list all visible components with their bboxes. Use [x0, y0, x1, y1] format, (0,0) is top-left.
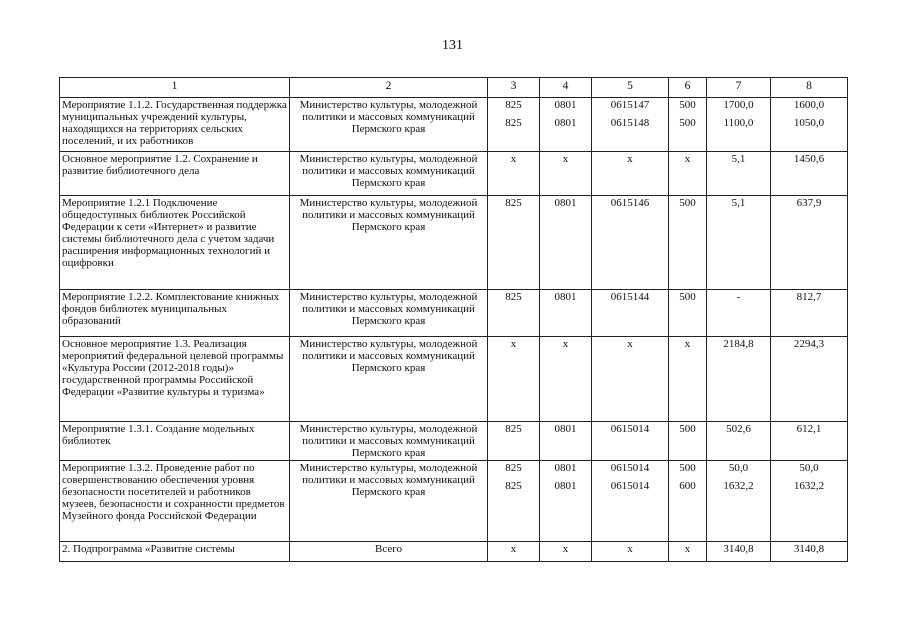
column-header: 3: [488, 78, 540, 98]
code-cell: x: [540, 152, 592, 196]
table-row: [60, 290, 848, 337]
responsible-agency: Министерство культуры, молодежной политики и массовых коммуникаций Пермского края: [290, 98, 488, 152]
code-cell: 825 825: [488, 98, 540, 152]
amount-cell: 50,0 1632,2: [707, 461, 771, 542]
responsible-agency: Министерство культуры, молодежной политики и массовых коммуникаций Пермского края: [290, 196, 488, 290]
code-cell: 500: [669, 196, 707, 290]
amount-cell: -: [707, 290, 771, 337]
column-header: 6: [669, 78, 707, 98]
activity-name: Мероприятие 1.2.1 Подключение общедоступных библиотек Российской Федерации к сети «Интернет» и развитие системы библиотечного дела с учетом задачи расширения информационных технологий и оцифровки: [60, 196, 290, 290]
column-header: 1: [60, 78, 290, 98]
amount-cell: 50,0 1632,2: [771, 461, 848, 542]
responsible-agency: Всего: [290, 542, 488, 562]
code-cell: 0615146: [592, 196, 669, 290]
table-row: [60, 461, 848, 542]
code-cell: x: [488, 337, 540, 422]
column-header: 7: [707, 78, 771, 98]
activity-name: Мероприятие 1.3.2. Проведение работ по совершенствованию обеспечения уровня безопасности посетителей и работников музеев, безопасности и сохранности предметов Музейного фонда Российской Федерации: [60, 461, 290, 542]
amount-cell: 3140,8: [707, 542, 771, 562]
code-cell: x: [488, 542, 540, 562]
code-cell: 0615144: [592, 290, 669, 337]
code-cell: 500: [669, 290, 707, 337]
code-cell: 825: [488, 422, 540, 461]
code-cell: 0615147 0615148: [592, 98, 669, 152]
amount-cell: 2184,8: [707, 337, 771, 422]
code-cell: 0615014 0615014: [592, 461, 669, 542]
activity-name: 2. Подпрограмма «Развитие системы: [60, 542, 290, 562]
code-cell: 0801: [540, 290, 592, 337]
code-cell: 0801 0801: [540, 461, 592, 542]
activity-name: Основное мероприятие 1.2. Сохранение и развитие библиотечного дела: [60, 152, 290, 196]
code-cell: 825: [488, 290, 540, 337]
code-cell: x: [488, 152, 540, 196]
column-header: 8: [771, 78, 848, 98]
responsible-agency: Министерство культуры, молодежной политики и массовых коммуникаций Пермского края: [290, 290, 488, 337]
table-row: [60, 98, 848, 152]
code-cell: 0801: [540, 196, 592, 290]
code-cell: 500: [669, 422, 707, 461]
column-header: 5: [592, 78, 669, 98]
amount-cell: 3140,8: [771, 542, 848, 562]
code-cell: 825: [488, 196, 540, 290]
header-row: [60, 78, 848, 98]
activity-name: Основное мероприятие 1.3. Реализация мероприятий федеральной целевой программы «Культура России (2012-2018 годы)» государственной программы Российской Федерации «Развитие культуры и туризма»: [60, 337, 290, 422]
page-number: 131: [442, 38, 463, 53]
amount-cell: 502,6: [707, 422, 771, 461]
table-row: [60, 337, 848, 422]
code-cell: x: [592, 152, 669, 196]
table-row: [60, 196, 848, 290]
code-cell: x: [669, 337, 707, 422]
activity-name: Мероприятие 1.1.2. Государственная поддержка муниципальных учреждений культуры, находящихся на территориях сельских поселений, и их работников: [60, 98, 290, 152]
table-row: [60, 422, 848, 461]
amount-cell: 1700,0 1100,0: [707, 98, 771, 152]
amount-cell: 1450,6: [771, 152, 848, 196]
code-cell: x: [669, 542, 707, 562]
amount-cell: 612,1: [771, 422, 848, 461]
amount-cell: 1600,0 1050,0: [771, 98, 848, 152]
amount-cell: 5,1: [707, 152, 771, 196]
code-cell: 0615014: [592, 422, 669, 461]
responsible-agency: Министерство культуры, молодежной политики и массовых коммуникаций Пермского края: [290, 422, 488, 461]
code-cell: 500 500: [669, 98, 707, 152]
budget-table: [59, 77, 848, 562]
responsible-agency: Министерство культуры, молодежной политики и массовых коммуникаций Пермского края: [290, 152, 488, 196]
responsible-agency: Министерство культуры, молодежной политики и массовых коммуникаций Пермского края: [290, 337, 488, 422]
amount-cell: 5,1: [707, 196, 771, 290]
code-cell: x: [540, 337, 592, 422]
amount-cell: 812,7: [771, 290, 848, 337]
code-cell: x: [592, 337, 669, 422]
table-row: [60, 152, 848, 196]
code-cell: 825 825: [488, 461, 540, 542]
code-cell: x: [592, 542, 669, 562]
code-cell: x: [669, 152, 707, 196]
column-header: 2: [290, 78, 488, 98]
table-row: [60, 542, 848, 562]
code-cell: 0801 0801: [540, 98, 592, 152]
column-header: 4: [540, 78, 592, 98]
amount-cell: 2294,3: [771, 337, 848, 422]
amount-cell: 637,9: [771, 196, 848, 290]
code-cell: x: [540, 542, 592, 562]
activity-name: Мероприятие 1.3.1. Создание модельных библиотек: [60, 422, 290, 461]
code-cell: 500 600: [669, 461, 707, 542]
code-cell: 0801: [540, 422, 592, 461]
activity-name: Мероприятие 1.2.2. Комплектование книжных фондов библиотек муниципальных образований: [60, 290, 290, 337]
responsible-agency: Министерство культуры, молодежной политики и массовых коммуникаций Пермского края: [290, 461, 488, 542]
